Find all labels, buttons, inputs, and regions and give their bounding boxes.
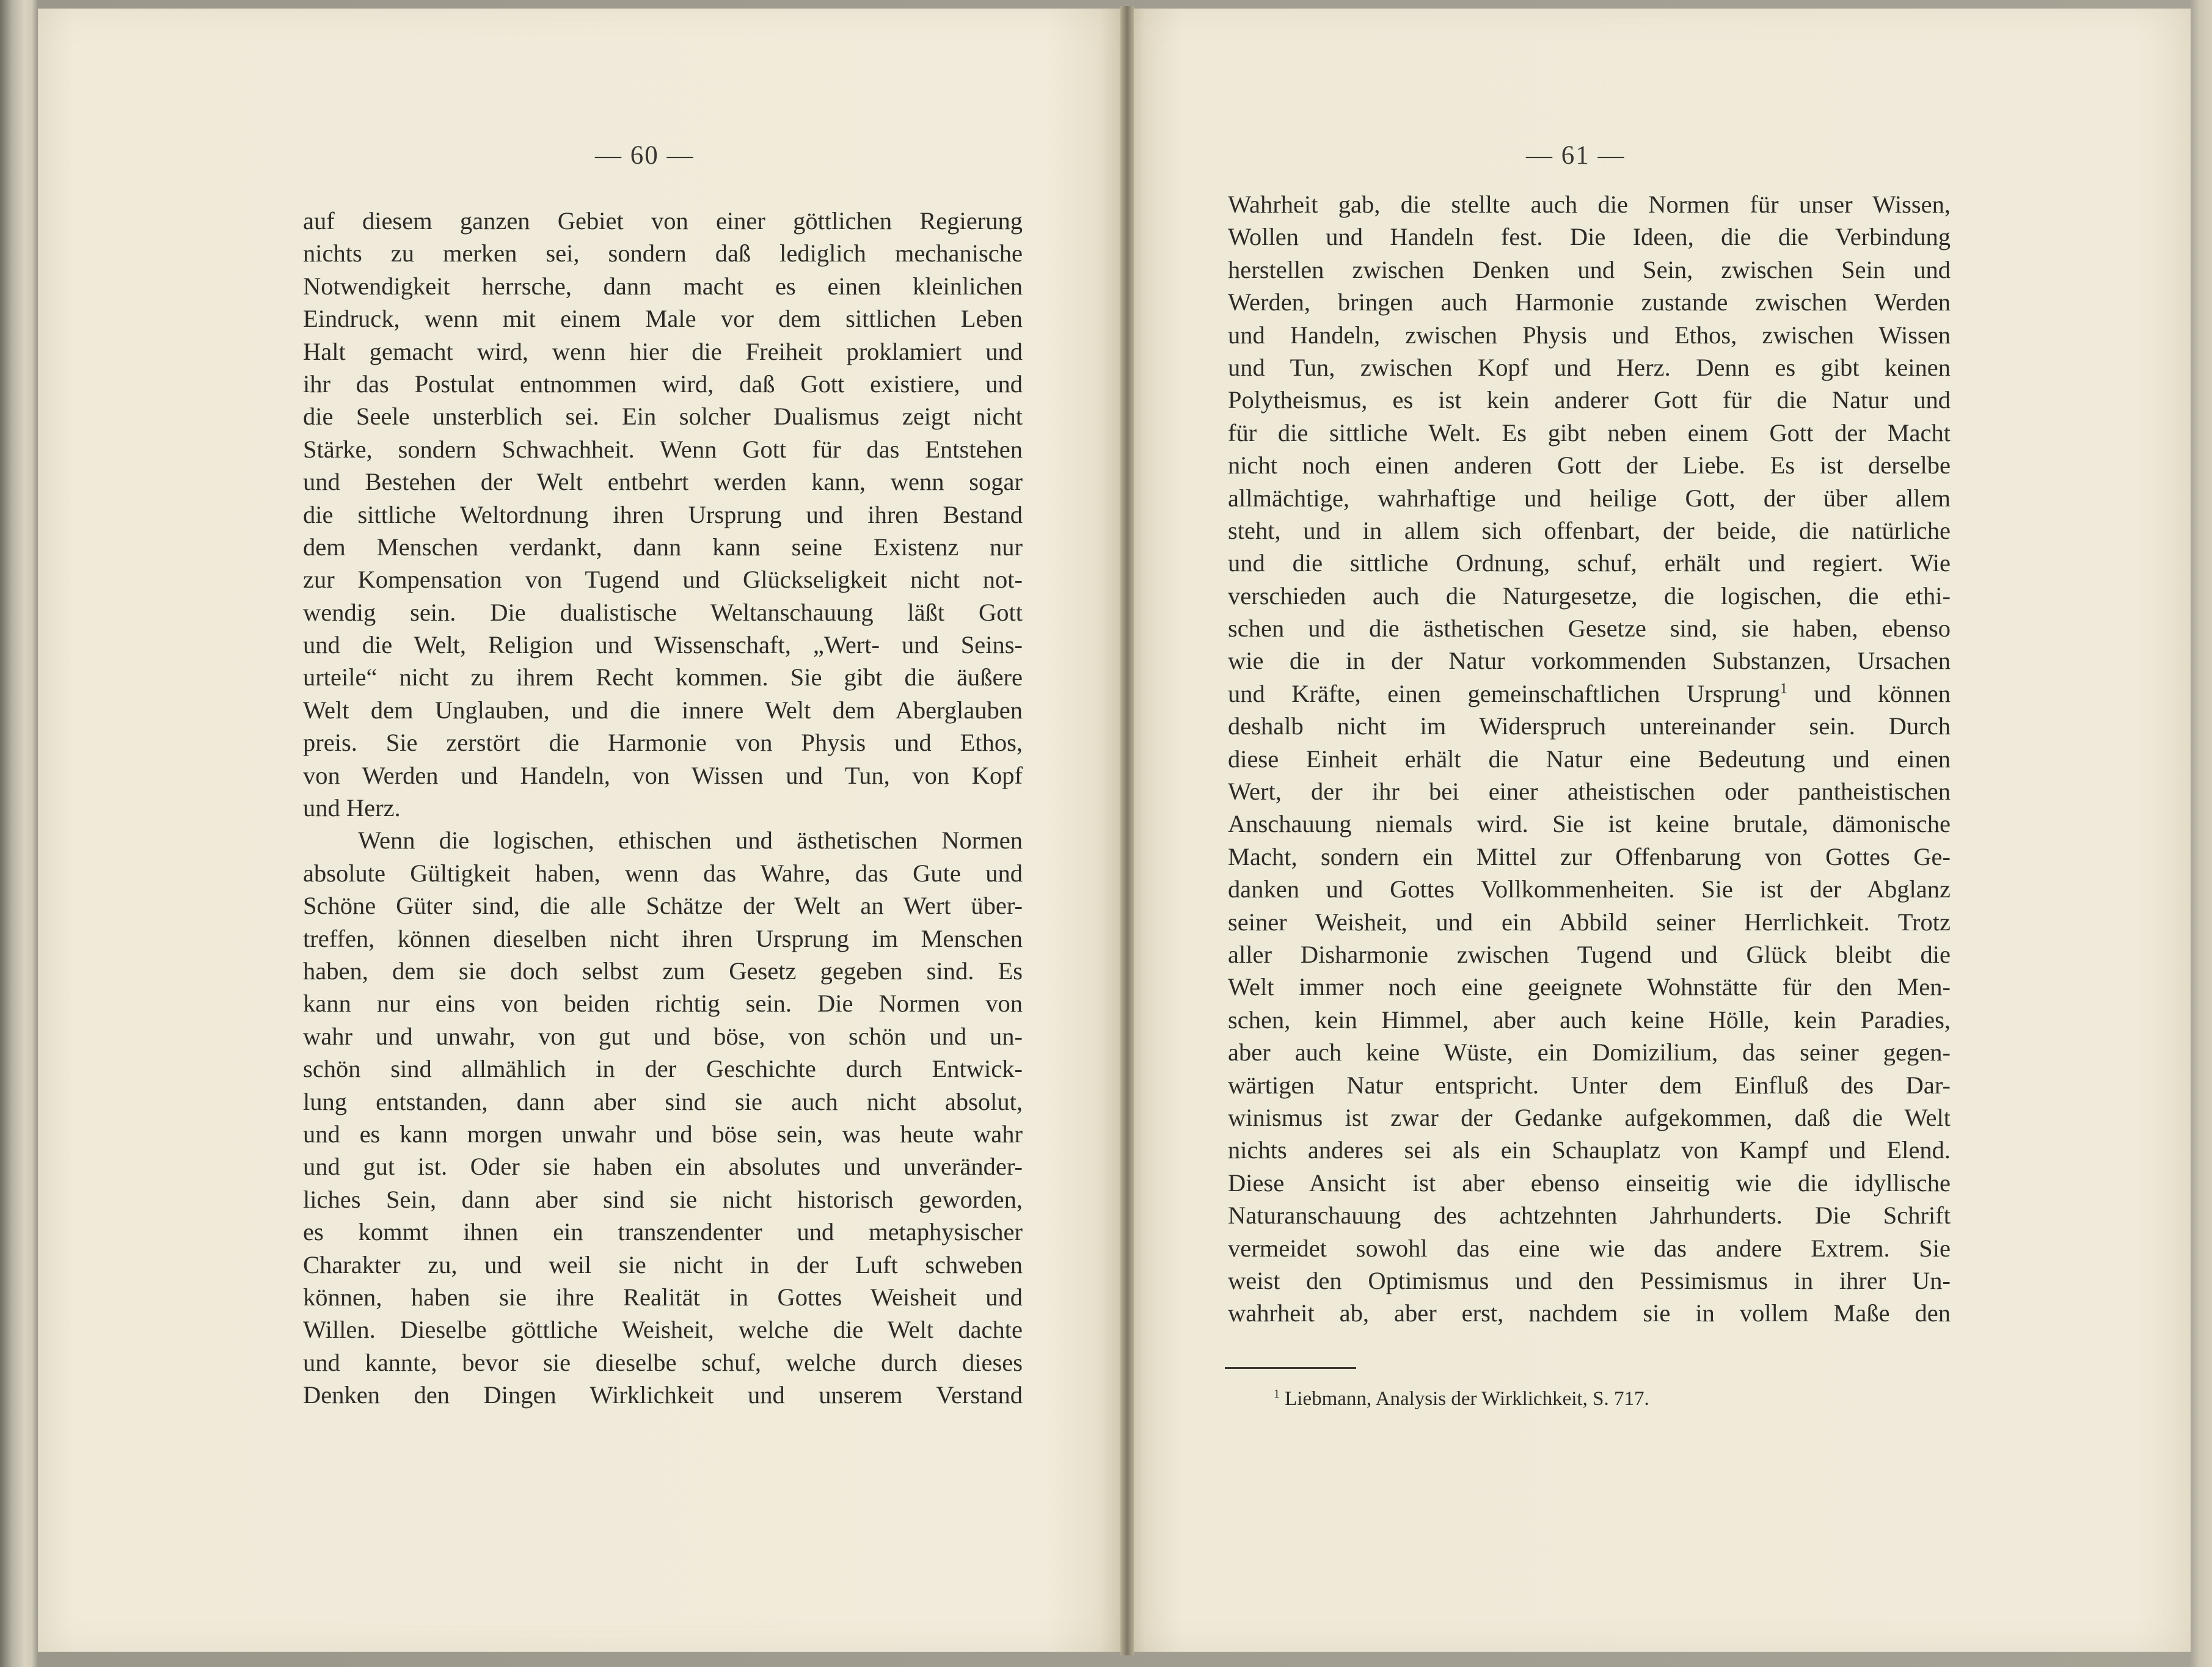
text-line: auf diesem ganzen Gebiet von einer göttlichen Regierung (303, 207, 1023, 235)
text-line: wie die in der Natur vorkommenden Substanzen, Ursachen (1228, 647, 1951, 675)
text-line: verschieden auch die Naturgesetze, die logischen, die ethi- (1228, 582, 1951, 610)
footnote (1274, 1388, 1649, 1410)
text-line: Macht, sondern ein Mittel zur Offenbarung von Gottes Ge- (1228, 842, 1951, 870)
text-line: und es kann morgen unwahr und böse sein, was heute wahr (303, 1120, 1023, 1148)
text-line: steht, und in allem sich offenbart, der beide, die natürliche (1228, 516, 1951, 544)
text-line: aber auch keine Wüste, ein Domizilium, das seiner gegen- (1228, 1038, 1951, 1067)
text-line: danken und Gottes Vollkommenheiten. Sie ist der Abglanz (1228, 875, 1951, 903)
text-line: schen und die ästhetischen Gesetze sind, sie haben, ebenso (1228, 615, 1951, 643)
text-line: es kommt ihnen ein transzendenter und metaphysischer (303, 1218, 1023, 1246)
text-line: winismus ist zwar der Gedanke aufgekommen, daß die Welt (1228, 1103, 1951, 1131)
text-line: Wollen und Handeln fest. Die Ideen, die die Verbindung (1228, 223, 1951, 251)
text-line (1228, 677, 1951, 710)
footnote-text: Liebmann, Analysis der Wirklichkeit, S. 717. (1285, 1388, 1649, 1410)
text-line: Wahrheit gab, die stellte auch die Normen für unser Wissen, (1228, 191, 1951, 218)
text-line: treffen, können dieselben nicht ihren Ursprung im Menschen (303, 924, 1023, 952)
text-line: und die Welt, Religion und Wissenschaft, „Wert- und Seins- (303, 631, 1023, 659)
text-line: dem Menschen verdankt, dann kann seine Existenz nur (303, 533, 1023, 561)
text-line: liches Sein, dann aber sind sie nicht historisch geworden, (303, 1185, 1023, 1213)
text-line: und Handeln, zwischen Physis und Ethos, zwischen Wissen (1228, 321, 1951, 349)
text-line: seiner Weisheit, und ein Abbild seiner Herrlichkeit. Trotz (1228, 908, 1951, 936)
text-line: zur Kompensation von Tugend und Glückseligkeit nicht not- (303, 566, 1023, 594)
text-line: können, haben sie ihre Realität in Gottes Weisheit und (303, 1283, 1023, 1311)
text-line: Welt dem Unglauben, und die innere Welt dem Aberglauben (303, 696, 1023, 724)
text-line: aller Disharmonie zwischen Tugend und Glück bleibt die (1228, 940, 1951, 968)
text-line: und kannte, bevor sie dieselbe schuf, welche durch dieses (303, 1348, 1023, 1376)
text-line: urteile“ nicht zu ihrem Recht kommen. Sie gibt die äußere (303, 663, 1023, 691)
text-line: Wert, der ihr bei einer atheistischen oder pantheistischen (1228, 778, 1951, 806)
text-line: weist den Optimismus und den Pessimismus in ihrer Un- (1228, 1266, 1951, 1294)
text-line: wahrheit ab, aber erst, nachdem sie in vollem Maße den (1228, 1299, 1951, 1327)
text-line: Welt immer noch eine geeignete Wohnstätte für den Men- (1228, 973, 1951, 1001)
text-line: wahr und unwahr, von gut und böse, von schön und un- (303, 1022, 1023, 1050)
text-line: haben, dem sie doch selbst zum Gesetz gegeben sind. Es (303, 957, 1023, 985)
text-line: von Werden und Handeln, von Wissen und Tun, von Kopf (303, 761, 1023, 789)
text-line: absolute Gültigkeit haben, wenn das Wahre, das Gute und (303, 859, 1023, 887)
text-line: und die sittliche Ordnung, schuf, erhält und regiert. Wie (1228, 549, 1951, 577)
text-line: Eindruck, wenn mit einem Male vor dem sittlichen Leben (303, 305, 1023, 333)
text-line: Wenn die logischen, ethischen und ästhetischen Normen (358, 826, 1023, 855)
text-line: allmächtige, wahrhaftige und heilige Gott, der über allem (1228, 484, 1951, 512)
text-line: Diese Ansicht ist aber ebenso einseitig wie die idyllische (1228, 1169, 1951, 1197)
text-line: Polytheismus, es ist kein anderer Gott für die Natur und (1228, 386, 1951, 414)
text-line: ihr das Postulat entnommen wird, daß Gott existiere, und (303, 370, 1023, 398)
left-page-text (303, 205, 1023, 1411)
text-line: und Tun, zwischen Kopf und Herz. Denn es gibt keinen (1228, 353, 1951, 381)
footnote-rule (1225, 1367, 1356, 1369)
right-page-text (1228, 188, 1951, 1330)
text-line: nicht noch einen anderen Gott der Liebe. Es ist derselbe (1228, 451, 1951, 480)
text-line: deshalb nicht im Widerspruch untereinander sein. Durch (1228, 712, 1951, 740)
text-line: diese Einheit erhält die Natur eine Bedeutung und einen (1228, 745, 1951, 773)
text-line: Halt gemacht wird, wenn hier die Freiheit proklamiert und (303, 337, 1023, 365)
text-line-tail: und können (1787, 679, 1951, 707)
text-line: und gut ist. Oder sie haben ein absolutes und unveränder- (303, 1153, 1023, 1181)
text-line: Anschauung niemals wird. Sie ist keine brutale, dämonische (1228, 810, 1951, 838)
text-line: Charakter zu, und weil sie nicht in der Luft schweben (303, 1250, 1023, 1279)
book-gutter (1120, 6, 1134, 1655)
text-line: kann nur eins von beiden richtig sein. Die Normen von (303, 990, 1023, 1018)
text-line: vermeidet sowohl das eine wie das andere Extrem. Sie (1228, 1234, 1951, 1262)
footnote-number: 1 (1274, 1387, 1280, 1401)
text-line: Werden, bringen auch Harmonie zustande zwischen Werden (1228, 288, 1951, 316)
text-line: Stärke, sondern Schwachheit. Wenn Gott für das Entstehen (303, 435, 1023, 463)
text-line: wärtigen Natur entspricht. Unter dem Einfluß des Dar- (1228, 1071, 1951, 1099)
text-line-head: und Kräfte, einen gemeinschaftlichen Ursprung (1228, 679, 1780, 707)
text-line: Naturanschauung des achtzehnten Jahrhunderts. Die Schrift (1228, 1202, 1951, 1230)
text-line: für die sittliche Welt. Es gibt neben einem Gott der Macht (1228, 418, 1951, 447)
text-line: nichts zu merken sei, sondern daß lediglich mechanische (303, 239, 1023, 268)
text-line: nichts anderes sei als ein Schauplatz von Kampf und Elend. (1228, 1136, 1951, 1164)
text-line: und Herz. (303, 794, 401, 822)
text-line: Notwendigkeit herrsche, dann macht es einen kleinlichen (303, 272, 1023, 300)
text-line: Willen. Dieselbe göttliche Weisheit, welche die Welt dachte (303, 1316, 1023, 1344)
text-line: Schöne Güter sind, die alle Schätze der Welt an Wert über- (303, 892, 1023, 920)
text-line: die Seele unsterblich sei. Ein solcher Dualismus zeigt nicht (303, 403, 1023, 431)
text-line: herstellen zwischen Denken und Sein, zwischen Sein und (1228, 255, 1951, 283)
text-line: schen, kein Himmel, aber auch keine Hölle, kein Paradies, (1228, 1005, 1951, 1034)
page-number-left: — 60 — (595, 141, 695, 170)
text-line: schön sind allmählich in der Geschichte durch Entwick- (303, 1055, 1023, 1083)
text-line: lung entstanden, dann aber sind sie auch nicht absolut, (303, 1087, 1023, 1115)
text-line: preis. Sie zerstört die Harmonie von Physis und Ethos, (303, 729, 1023, 757)
page-number-right: — 61 — (1526, 141, 1626, 170)
text-line: und Bestehen der Welt entbehrt werden kann, wenn sogar (303, 468, 1023, 496)
footnote-marker: 1 (1779, 680, 1788, 697)
text-line: die sittliche Weltordnung ihren Ursprung und ihren Bestand (303, 500, 1023, 528)
text-line: wendig sein. Die dualistische Weltanschauung läßt Gott (303, 598, 1023, 626)
text-line: Denken den Dingen Wirklichkeit und unserem Verstand (303, 1381, 1023, 1409)
